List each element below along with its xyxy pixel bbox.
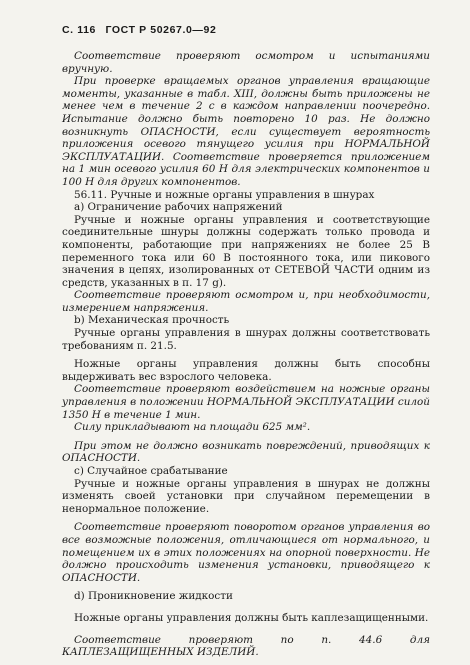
paragraph-compliance-inspection: Соответствие проверяют осмотром и испытаниями вручную.: [62, 50, 430, 75]
section-heading-56-11: 56.11. Ручные и ножные органы управления в шнурах: [74, 188, 375, 201]
standard-number: ГОСТ Р 50267.0—92: [105, 24, 217, 36]
paragraph-rotation-test: Соответствие проверяют поворотом органов управления во все возможные положения, отличающиеся от нормального, и помещением их в этих положениях на опорной поверхности. Не должно происходить изменения установки, приводящего к ОПАСНОСТИ.: [62, 521, 430, 584]
paragraph-foot-controls-weight: Ножные органы управления должны быть способны выдерживать вес взрослого человека.: [62, 358, 430, 383]
document-body: [62, 50, 430, 659]
subsection-heading-d: d) Проникновение жидкости: [74, 590, 233, 603]
paragraph-no-damage: При этом не должно возникать повреждений, приводящих к ОПАСНОСТИ.: [62, 439, 430, 465]
subsection-heading-c: с) Случайное срабатывание: [74, 465, 228, 477]
paragraph-voltage-compliance: Соответствие проверяют осмотром и, при необходимости, измерением напряжения.: [62, 289, 430, 314]
paragraph-hand-controls-strength: Ручные органы управления в шнурах должны соответствовать требованиям п. 21.5.: [62, 327, 430, 352]
paragraph-rotary-controls-test: При проверке вращаемых органов управления вращающие моменты, указанные в табл. XIII, должны быть приложены не менее чем в течение 2 с в каждом направлении поочередно. Испытание должно быть повторено 10 раз. Не должно возникнуть ОПАСНОСТИ, если существует вероятность приложения осевого тянущего усилия при НОРМАЛЬНОЙ ЭКСПЛУАТАЦИИ. Соответствие проверяется приложением на 1 мин осевого усилия 60 Н для электрических компонентов и 100 Н для других компонентов.: [62, 75, 430, 188]
page-header: [62, 24, 430, 38]
paragraph-voltage-limits: Ручные и ножные органы управления и соответствующие соединительные шнуры должны содержать только провода и компоненты, работающие при напряжениях не более 25 В переменного тока или 60 В постоянного тока, или пикового значения в цепях, изолированных от СЕТЕВОЙ ЧАСТИ одним из средств, указанных в п. 17 g).: [62, 213, 430, 289]
subsection-heading-b: b) Механическая прочность: [74, 314, 230, 327]
paragraph-drip-proof-compliance: Соответствие проверяют по п. 44.6 для КАПЛЕЗАЩИЩЕННЫХ ИЗДЕЛИЙ.: [62, 633, 430, 659]
paragraph-force-area: Силу прикладывают на площади 625 мм².: [74, 421, 311, 434]
paragraph-drip-proof: Ножные органы управления должны быть каплезащищенными.: [74, 611, 429, 624]
paragraph-force-test: Соответствие проверяют воздействием на ножные органы управления в положении НОРМАЛЬНОЙ ЭКСПЛУАТАЦИИ силой 1350 Н в течение 1 мин.: [62, 383, 430, 421]
subsection-heading-a: а) Ограничение рабочих напряжений: [74, 201, 283, 214]
paragraph-accidental-operation: Ручные и ножные органы управления в шнурах не должны изменять своей установки при случайном перемещении в ненормальное положение.: [62, 477, 430, 515]
page-reference: С. 116: [62, 24, 96, 36]
